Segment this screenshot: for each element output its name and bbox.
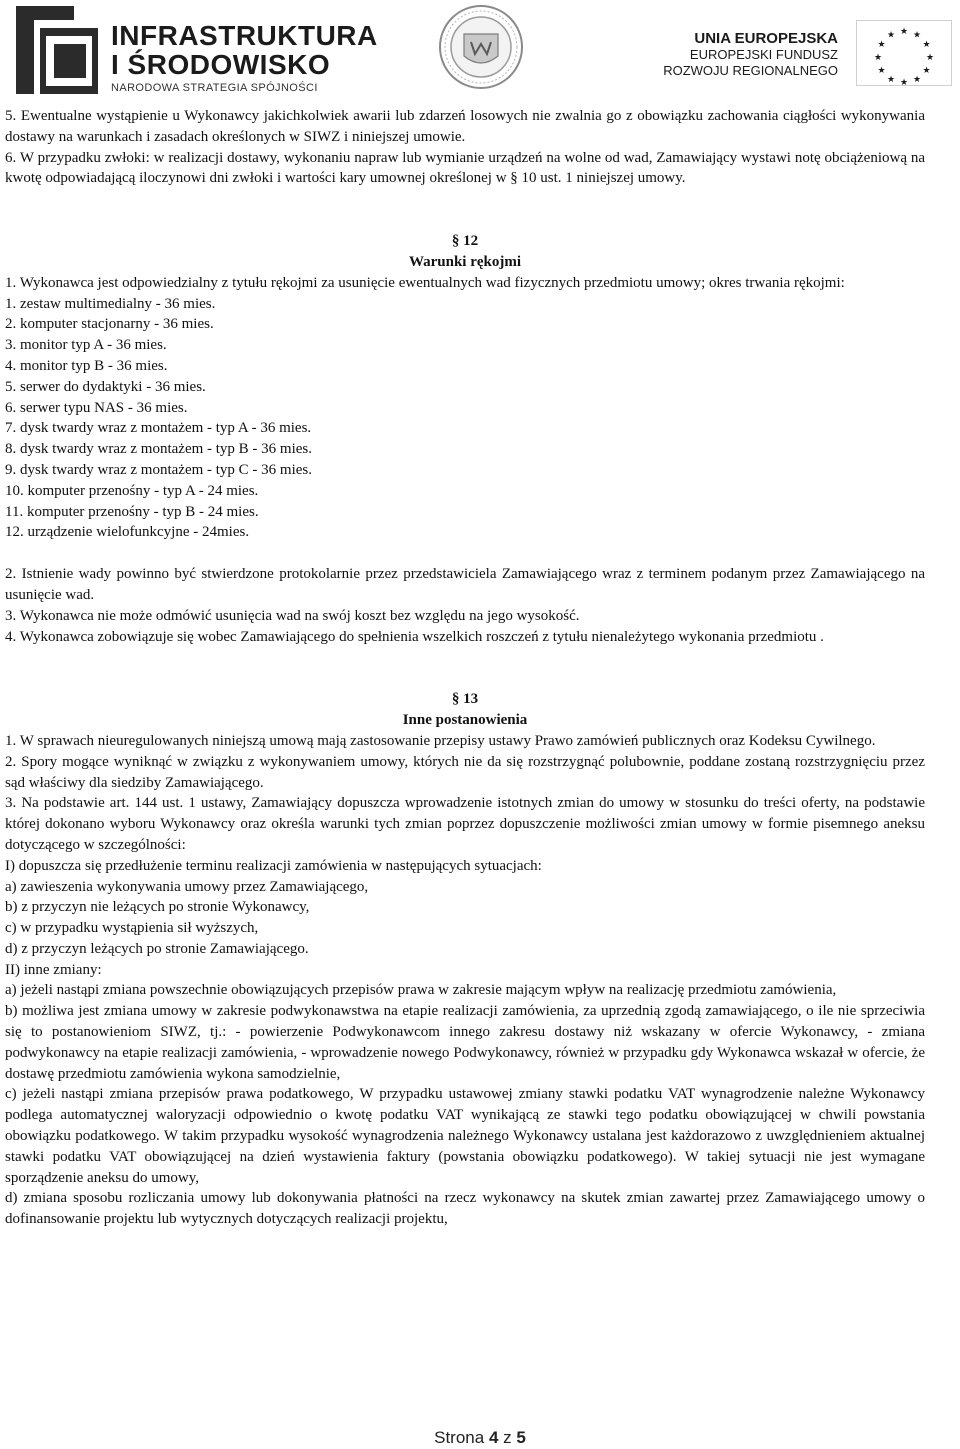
page-label: Strona xyxy=(434,1428,485,1447)
section-12-paragraph-1: 1. Wykonawca jest odpowiedzialny z tytułu rękojmi za usunięcie ewentualnych wad fizycznych przedmiotu umowy; okres trwania rękojmi: xyxy=(5,274,845,291)
total-pages-number: 5 xyxy=(516,1428,526,1447)
warranty-item: 1. zestaw multimedialny - 36 mies. xyxy=(5,295,216,312)
extension-intro: I) dopuszcza się przedłużenie terminu realizacji zamówienia w następujących sytuacjach: xyxy=(5,857,542,874)
extension-item: c) w przypadku wystąpienia sił wyższych, xyxy=(5,920,259,937)
warranty-item: 3. monitor typ A - 36 mies. xyxy=(5,337,167,354)
svg-text:★: ★ xyxy=(925,53,935,63)
warranty-item: 9. dysk twardy wraz z montażem - typ C - 36 mies. xyxy=(5,461,313,478)
extension-item: d) z przyczyn leżących po stronie Zamawiającego. xyxy=(5,940,309,957)
page-header xyxy=(0,0,960,100)
svg-text:★: ★ xyxy=(886,75,896,85)
svg-text:★: ★ xyxy=(922,40,931,50)
warranty-item: 5. serwer do dydaktyki - 36 mies. xyxy=(5,378,206,395)
section-13-paragraph-3: 3. Na podstawie art. 144 ust. 1 ustawy, Zamawiający dopuszcza wprowadzenie istotnych zmian do umowy w stosunku do treści oferty, na podstawie której dokonano wyboru Wykonawcy oraz określa warunki tych zmian poprzez dopuszczenie możliwości zmian umowy w formie pisemnego aneksu dotyczącego w szczególności: xyxy=(5,795,925,853)
svg-text:★: ★ xyxy=(922,66,931,76)
brand-name-line2: I ŚRODOWISKO xyxy=(111,49,331,80)
svg-text:★: ★ xyxy=(877,40,886,50)
eu-fund-line: EUROPEJSKI FUNDUSZ xyxy=(689,47,838,62)
warranty-item: 2. komputer stacjonarny - 36 mies. xyxy=(5,316,214,333)
university-seal-icon xyxy=(438,4,524,90)
warranty-item: 8. dysk twardy wraz z montażem - typ B - 36 mies. xyxy=(5,441,313,458)
svg-text:★: ★ xyxy=(886,30,896,41)
warranty-item: 4. monitor typ B - 36 mies. xyxy=(5,357,168,374)
svg-text:★: ★ xyxy=(877,66,886,76)
other-change-item: b) możliwa jest zmiana umowy w zakresie podwykonawstwa na etapie realizacji zamówienia, za uprzednią zgodą zamawiającego, o ile nie sprzeciwia się to postanowieniom SIWZ, tj.: - powierzenie Podwykonawcom innego zakresu dostawy niż wskazany w ofercie Wykonawcy, - zmiana podwykonawcy na etapie realizacji zamówienia, - wprowadzenie nowego Podwykonawcy, również w przypadku gdy Wykonawca wskazał w ofercie, że dostawę przedmiotu zamówienia wykona samodzielnie, xyxy=(5,1003,925,1082)
section-13-paragraph-1: 1. W sprawach nieuregulowanych niniejszą umową mają zastosowanie przepisy ustawy Prawo zamówień publicznych oraz Kodeksu Cywilnego. xyxy=(5,732,876,749)
eu-flag-icon xyxy=(856,20,952,86)
eu-fund-text xyxy=(663,30,838,79)
extension-item: a) zawieszenia wykonywania umowy przez Zamawiającego, xyxy=(5,878,369,895)
section-12-paragraph-2: 2. Istnienie wady powinno być stwierdzone protokolarnie przez przedstawiciela Zamawiającego wraz z terminem podanym przez Zamawiającego na usunięcie wad. xyxy=(5,566,925,603)
section-12-title: Warunki rękojmi xyxy=(408,253,522,270)
svg-text:★: ★ xyxy=(899,78,909,86)
infrastruktura-logo-icon xyxy=(6,2,106,98)
other-change-item: c) jeżeli nastąpi zmiana przepisów prawa podatkowego, W przypadku ustawowej zmiany stawki podatku VAT wynagrodzenie należne Wykonawcy podlega automatycznej waloryzacji odpowiednio o kwotę podatku VAT wynikającą ze stawki tego podatku obowiązującej w chwili powstania obowiązku podatkowego. W takim przypadku wysokość wynagrodzenia należnego Wykonawcy ustalana jest każdorazowo z uwzględnieniem aktualnej stawki podatku VAT obowiązującej na dzień wystawienia faktury (powstania obowiązku podatkowego). W takiej sytuacji nie jest wymagane sporządzenie aneksu do umowy, xyxy=(5,1086,925,1186)
other-changes-intro: II) inne zmiany: xyxy=(5,961,102,978)
svg-text:★: ★ xyxy=(912,75,922,85)
page-separator: z xyxy=(503,1428,512,1447)
svg-text:★: ★ xyxy=(873,53,883,63)
warranty-item: 6. serwer typu NAS - 36 mies. xyxy=(5,399,188,416)
brand-tagline: NARODOWA STRATEGIA SPÓJNOŚCI xyxy=(111,82,318,94)
section-12-number: § 12 xyxy=(451,233,479,250)
warranty-item: 7. dysk twardy wraz z montażem - typ A - 36 mies. xyxy=(5,420,312,437)
document-body xyxy=(5,106,925,1230)
section-12-paragraph-4: 4. Wykonawca zobowiązuje się wobec Zamawiającego do spełnienia wszelkich roszczeń z tytułu nienależytego wykonania przedmiotu . xyxy=(5,628,824,645)
paragraph-intro-5: 5. Ewentualne wystąpienie u Wykonawcy jakichkolwiek awarii lub zdarzeń losowych nie zwalnia go z obowiązku zachowania ciągłości wykonywania dostawy na warunkach i zasadach określonych w SIWZ i niniejszej umowie. xyxy=(5,108,925,145)
paragraph-intro-6: 6. W przypadku zwłoki: w realizacji dostawy, wykonaniu napraw lub wymianie urządzeń na wolne od wad, Zamawiający wystawi notę obciążeniową na kwotę odpowiadającą iloczynowi dni zwłoki i wartości kary umownej określonej w § 10 ust. 1 niniejszej umowy. xyxy=(5,149,925,187)
svg-text:★: ★ xyxy=(899,27,909,37)
section-13-paragraph-2: 2. Spory mogące wyniknąć w związku z wykonywaniem umowy, których nie da się rozstrzygnąć polubownie, poddane zostaną rozstrzygnięciu przez sąd właściwy dla siedziby Zamawiającego. xyxy=(5,753,925,791)
section-13-title: Inne postanowienia xyxy=(402,712,528,729)
current-page-number: 4 xyxy=(488,1428,499,1447)
other-change-item: a) jeżeli nastąpi zmiana powszechnie obowiązujących przepisów prawa w zakresie mającym wpływ na realizację przedmiotu zamówienia, xyxy=(5,982,837,999)
page-footer xyxy=(0,1428,960,1448)
eu-title: UNIA EUROPEJSKA xyxy=(694,30,838,47)
brand-name-line1: INFRASTRUKTURA xyxy=(111,20,378,51)
other-change-item: d) zmiana sposobu rozliczania umowy lub dokonywania płatności na rzecz wykonawcy na skutek zmian zawartej przez Zamawiającego umowy o dofinansowanie projektu lub wytycznych dotyczących realizacji projektu, xyxy=(5,1190,925,1228)
svg-text:★: ★ xyxy=(912,30,922,41)
section-13-number: § 13 xyxy=(451,691,479,708)
warranty-item: 11. komputer przenośny - typ B - 24 mies. xyxy=(5,503,259,520)
eu-region-line: ROZWOJU REGIONALNEGO xyxy=(663,63,838,78)
infrastruktura-logo xyxy=(6,0,378,100)
extension-item: b) z przyczyn nie leżących po stronie Wykonawcy, xyxy=(5,899,310,916)
warranty-item: 10. komputer przenośny - typ A - 24 mies. xyxy=(5,482,259,499)
warranty-item: 12. urządzenie wielofunkcyjne - 24mies. xyxy=(5,524,250,541)
section-12-paragraph-3: 3. Wykonawca nie może odmówić usunięcia wad na swój koszt bez względu na jego wysokość. xyxy=(5,607,580,624)
